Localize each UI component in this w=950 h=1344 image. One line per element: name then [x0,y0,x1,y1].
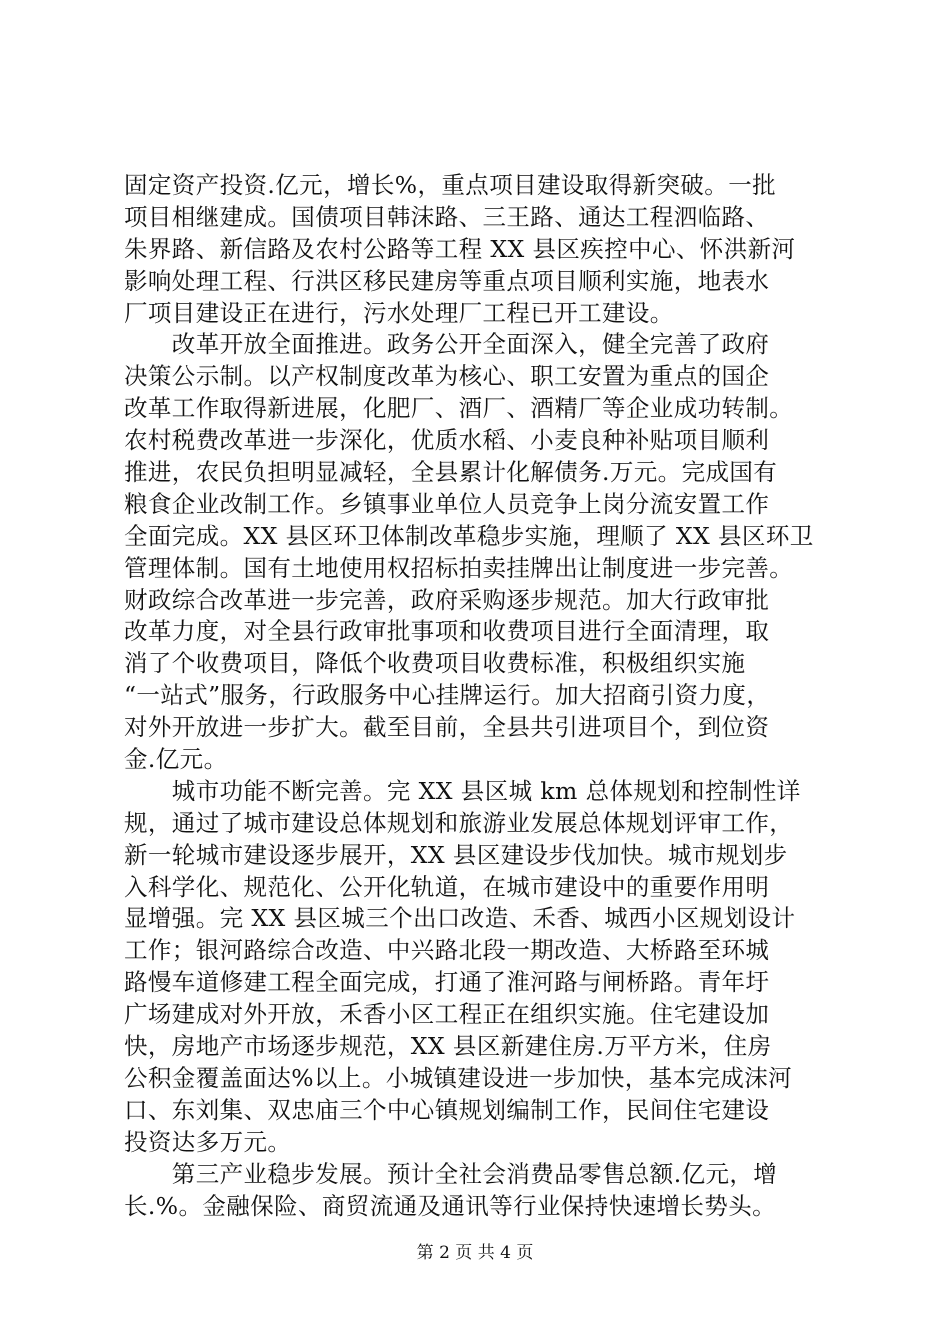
text-line: 口、东刘集、双忠庙三个中心镇规划编制工作，民间住宅建设 [124,1095,770,1124]
text-line: 决策公示制。以产权制度改革为核心、职工安置为重点的国企 [124,362,770,391]
text-line: 推进，农民负担明显减轻，全县累计化解债务.万元。完成国有 [124,458,778,487]
text-line: 工作；银河路综合改造、中兴路北段一期改造、大桥路至环城 [124,936,770,965]
text-line: 规，通过了城市建设总体规划和旅游业发展总体规划评审工作， [124,808,794,837]
text-line: 消了个收费项目，降低个收费项目收费标准，积极组织实施 [124,649,746,678]
text-line: 新一轮城市建设逐步展开，XX 县区建设步伐加快。城市规划步 [124,840,788,869]
text-line: 粮食企业改制工作。乡镇事业单位人员竞争上岗分流安置工作 [124,489,770,518]
text-line: 显增强。完 XX 县区城三个出口改造、禾香、城西小区规划设计 [124,904,796,933]
text-line: 管理体制。国有土地使用权招标拍卖挂牌出让制度进一步完善。 [124,553,794,582]
body-text [124,170,834,1222]
text-line: 投资达多万元。 [124,1127,292,1156]
text-line: 金.亿元。 [124,745,228,774]
text-line: 改革开放全面推进。政务公开全面深入，健全完善了政府 [124,330,770,359]
page-number-footer: 第 2 页 共 4 页 [416,1243,534,1263]
text-line: 公积金覆盖面达%以上。小城镇建设进一步加快，基本完成沫河 [124,1063,793,1092]
text-line: 对外开放进一步扩大。截至目前，全县共引进项目个，到位资 [124,713,770,742]
text-line: 城市功能不断完善。完 XX 县区城 km 总体规划和控制性详 [124,776,801,805]
text-line: 广场建成对外开放，禾香小区工程正在组织实施。住宅建设加 [124,1000,770,1029]
text-line: 财政综合改革进一步完善，政府采购逐步规范。加大行政审批 [124,585,770,614]
text-line: 全面完成。XX 县区环卫体制改革稳步实施，理顺了 XX 县区环卫 [124,521,814,550]
text-line: 第三产业稳步发展。预计全社会消费品零售总额.亿元，增 [124,1159,778,1188]
text-line: 影响处理工程、行洪区移民建房等重点项目顺利实施，地表水 [124,266,770,295]
text-line: 农村税费改革进一步深化，优质水稻、小麦良种补贴项目顺利 [124,426,770,455]
text-line: 改革工作取得新进展，化肥厂、酒厂、酒精厂等企业成功转制。 [124,394,794,423]
text-line: 厂项目建设正在进行，污水处理厂工程已开工建设。 [124,298,674,327]
text-line: 项目相继建成。国债项目韩沫路、三王路、通达工程泗临路、 [124,202,770,231]
text-line: 路慢车道修建工程全面完成，打通了淮河路与闸桥路。青年圩 [124,968,770,997]
text-line: 朱界路、新信路及农村公路等工程 XX 县区疾控中心、怀洪新河 [124,234,796,263]
text-line: 改革力度，对全县行政审批事项和收费项目进行全面清理，取 [124,617,770,646]
text-line: 长.%。金融保险、商贸流通及通讯等行业保持快速增长势头。 [124,1191,776,1220]
text-line: “一站式”服务，行政服务中心挂牌运行。加大招商引资力度， [124,681,771,710]
text-line: 入科学化、规范化、公开化轨道，在城市建设中的重要作用明 [124,872,770,901]
text-line: 固定资产投资.亿元，增长%，重点项目建设取得新突破。一批 [124,171,776,199]
text-line: 快，房地产市场逐步规范，XX 县区新建住房.万平方米，住房 [124,1032,772,1061]
